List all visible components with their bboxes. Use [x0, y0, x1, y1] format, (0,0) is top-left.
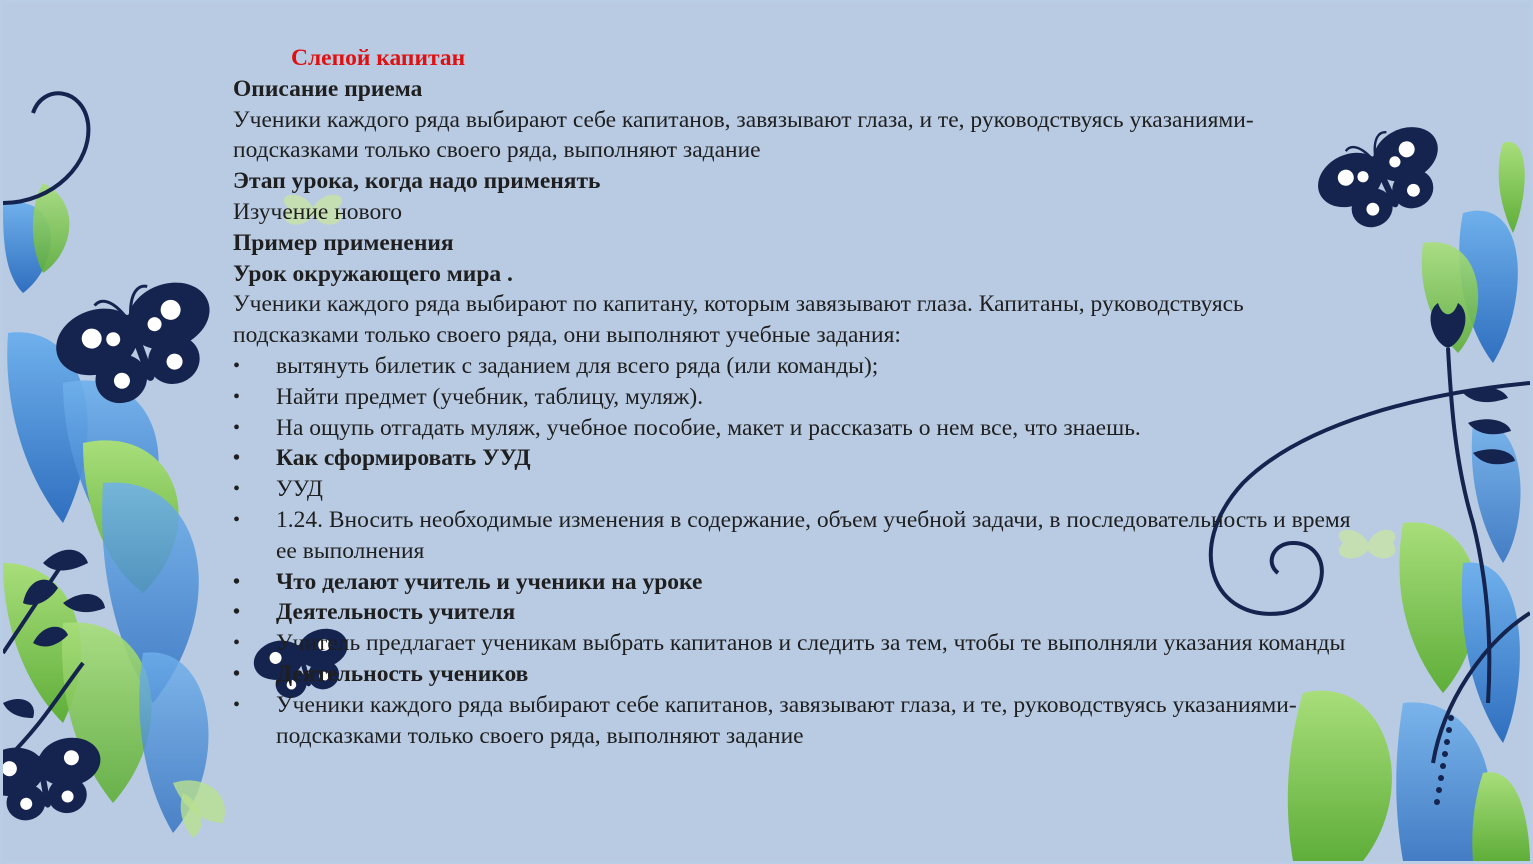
list-item: • вытянуть билетик с заданием для всего ряда (или команды);: [233, 351, 1373, 382]
desc-text: Ученики каждого ряда выбирают себе капитанов, завязывают глаза, и те, руководствуясь указаниями-подсказками только своего ряда, выполняют задание: [233, 106, 1254, 164]
slide-title: Слепой капитан: [291, 45, 466, 71]
stage-heading: Этап урока, когда надо применять: [233, 168, 601, 195]
list-item: • Как сформировать УУД: [233, 443, 1373, 474]
leaf-icon: [3, 183, 225, 838]
list-item: • УУД: [233, 474, 1373, 505]
stage-text: Изучение нового: [233, 198, 403, 225]
bullet-list: [233, 351, 1373, 751]
list-item: • Деятельность учителя: [233, 597, 1373, 628]
list-item: • Учитель предлагает ученикам выбрать капитанов и следить за тем, чтобы те выполняли указания команды: [233, 628, 1373, 659]
list-item: • 1.24. Вносить необходимые изменения в содержание, объем учебной задачи, в последовательность и время ее выполнения: [233, 505, 1373, 567]
example-text: Ученики каждого ряда выбирают по капитану, которым завязывают глаза. Капитаны, руководствуясь подсказками только своего ряда, они выполняют учебные задания:: [233, 291, 1244, 349]
example-heading: Пример применения: [233, 229, 454, 256]
slide: [3, 3, 1530, 861]
list-item: • Что делают учитель и ученики на уроке: [233, 567, 1373, 598]
list-item: • Деятельность учеников: [233, 659, 1373, 690]
list-item: • На ощупь отгадать муляж, учебное пособие, макет и рассказать о нем все, что знаешь.: [233, 413, 1373, 444]
desc-heading: Описание приема: [233, 75, 423, 102]
slide-content: [233, 43, 1373, 751]
lesson-heading: Урок окружающего мира .: [233, 260, 513, 287]
list-item: • Найти предмет (учебник, таблицу, муляж).: [233, 382, 1373, 413]
list-item: • Ученики каждого ряда выбирают себе капитанов, завязывают глаза, и те, руководствуясь указаниями-подсказками только своего ряда, выполняют задание: [233, 690, 1373, 752]
